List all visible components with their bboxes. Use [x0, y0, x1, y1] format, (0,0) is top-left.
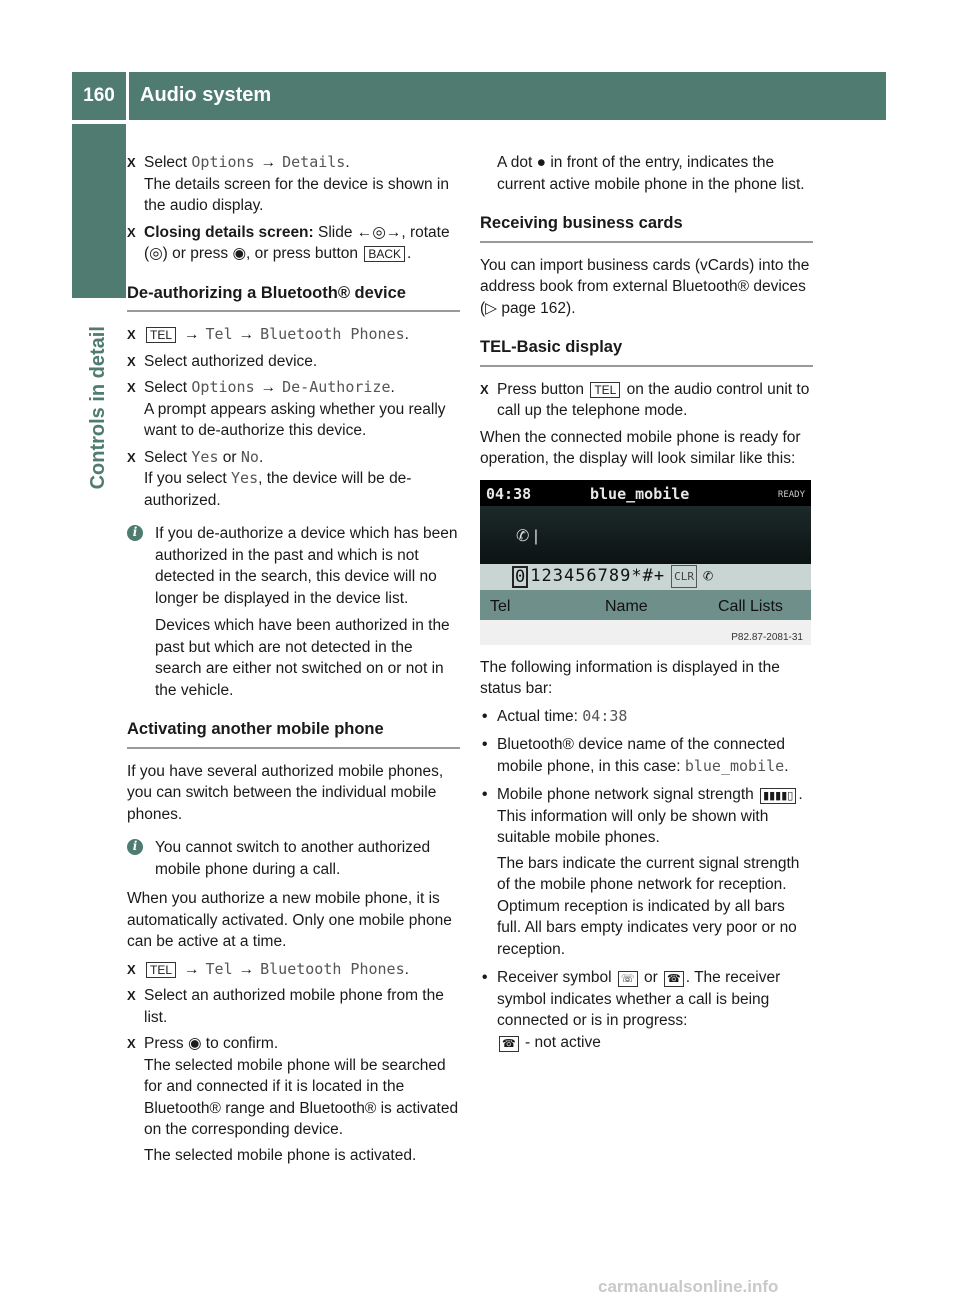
- tel-button-icon: TEL: [590, 382, 620, 398]
- controller-slide-icon: ←◎→: [356, 223, 402, 241]
- tel-button-icon: TEL: [146, 327, 176, 343]
- side-label: Controls in detail: [87, 326, 110, 490]
- step-select-device: X Select authorized device.: [127, 352, 318, 370]
- menu-name: Name: [605, 597, 648, 615]
- bullet-signal: • Mobile phone network signal strength ▮▮▮▮▯ . This information will only be shown with suitable mobile phones. The bars indicate the current signal strength of the mobile phone network for reception. Optimum reception is indicated by all bars full. All bars empty indicates very poor or no reception.: [482, 786, 803, 958]
- paragraph-activate: If you have several authorized mobile phones, you can switch between the individual mobile phones.: [127, 762, 444, 823]
- step-confirm: X Select Yes or No. If you select Yes, the device will be de-authorized.: [127, 447, 412, 509]
- status-time: 04:38: [486, 484, 532, 503]
- step-deauthorize: X Select Options → De-Authorize. A prompt appears asking whether you really want to de-authorize this device.: [127, 378, 446, 439]
- menu-call-lists: Call Lists: [718, 597, 783, 615]
- receiver-inactive-icon: ☎: [664, 971, 684, 987]
- paragraph-authorize: When you authorize a new mobile phone, it is automatically activated. Only one mobile phone can be active at a time.: [127, 890, 452, 950]
- image-code: P82.87-2081-31: [480, 620, 811, 645]
- paragraph-status: The following information is displayed in the status bar:: [480, 658, 780, 697]
- info-icon: i: [127, 525, 143, 541]
- page-number: 160: [72, 72, 126, 120]
- phone-handset-icon: ✆ |: [516, 527, 539, 545]
- status-bar: [480, 480, 811, 506]
- status-device-name: blue_mobile: [590, 484, 690, 503]
- bullet-time: • Actual time: 04:38: [482, 706, 628, 725]
- info-icon: i: [127, 839, 143, 855]
- heading-business-cards: Receiving business cards: [480, 213, 813, 243]
- bullet-device-name: • Bluetooth® device name of the connected mobile phone, in this case: blue_mobile.: [482, 736, 789, 775]
- clear-key: CLR: [671, 565, 697, 589]
- heading-activate: Activating another mobile phone: [127, 719, 460, 749]
- heading-deauthorize: De-authorizing a Bluetooth® device: [127, 283, 460, 313]
- controller-rotate-icon: (◎): [144, 245, 168, 262]
- step-tel-path-2: X TEL → Tel → Bluetooth Phones.: [127, 959, 409, 978]
- note-switch: i You cannot switch to another authorized mobile phone during a call.: [127, 837, 460, 880]
- dial-digits: 123456789*#+: [530, 565, 666, 586]
- paragraph-dot: A dot ● in front of the entry, indicates the current active mobile phone in the phone list.: [497, 154, 805, 193]
- menu-bar: [480, 590, 811, 620]
- tel-display-screenshot: [480, 480, 811, 645]
- dot-icon: ●: [536, 154, 547, 171]
- step-press-confirm: X Press ◉ to confirm. The selected mobile phone will be searched for and connected if it is located in the Bluetooth® range and Bluetooth® is activated on the corresponding device. The selected mobile phone is activated.: [127, 1035, 459, 1164]
- signal-bars-icon: ▮▮▮▮▯: [760, 788, 796, 804]
- back-button-icon: BACK: [364, 246, 405, 262]
- step-select-details: X Select Options → Details. The details screen for the device is shown in the audio display.: [127, 153, 449, 214]
- right-column: [480, 152, 813, 1060]
- step-tel-path: X TEL → Tel → Bluetooth Phones.: [127, 325, 409, 343]
- dial-bar: [480, 564, 811, 590]
- paragraph-ready: When the connected mobile phone is ready for operation, the display will look similar like this:: [480, 428, 801, 467]
- heading-tel-basic: TEL-Basic display: [480, 337, 813, 367]
- signal-ready: READY: [777, 489, 805, 500]
- receiver-inactive-icon: ☎: [499, 1036, 519, 1052]
- paragraph-business-cards: You can import business cards (vCards) into the address book from external Bluetooth® devices (▷ page 162).: [480, 256, 810, 317]
- note-deauthorize: i If you de-authorize a device which has been authorized in the past and which is not detected in the search, this device will no longer be displayed in the device list. Devices which have been authorized in the past but which are not detected in the search are either not switched on or not in the vehicle.: [127, 523, 460, 701]
- watermark: carmanualsonline.info: [598, 1277, 779, 1296]
- controller-press-icon: ◉: [187, 1035, 202, 1052]
- step-press-tel: X Press button TEL on the audio control unit to call up the telephone mode.: [480, 380, 810, 419]
- menu-tel: Tel: [490, 597, 511, 615]
- call-icon: ✆: [702, 565, 714, 586]
- left-column: [127, 152, 460, 1172]
- side-tab: [72, 124, 126, 298]
- page-title: Audio system: [129, 72, 886, 120]
- controller-press-icon: ◉: [232, 245, 246, 262]
- tel-button-icon: TEL: [146, 962, 176, 978]
- bullet-receiver: • Receiver symbol ☏ or ☎ . The receiver symbol indicates whether a call is being connected or is in progress: ☎ - not active: [482, 969, 781, 1051]
- receiver-active-icon: ☏: [618, 971, 638, 987]
- step-close-details: X Closing details screen: Slide ←◎→, rotate (◎) or press ◉, or press button BACK .: [127, 223, 450, 262]
- dial-zero: 0: [512, 566, 528, 588]
- step-select-phone: X Select an authorized mobile phone from the list.: [127, 987, 444, 1026]
